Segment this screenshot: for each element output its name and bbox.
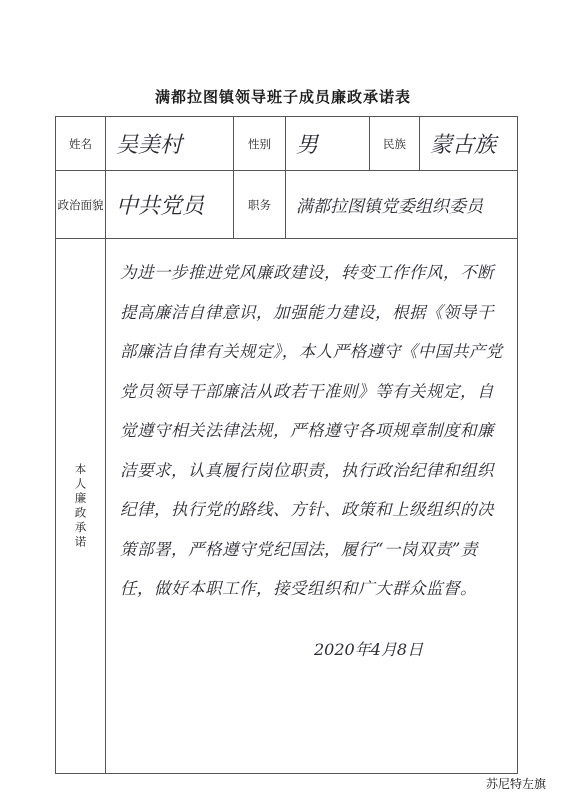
position-value: 满都拉图镇党委组织委员 (286, 171, 518, 239)
name-label: 姓名 (56, 117, 106, 171)
ethnicity-label: 民族 (370, 117, 420, 171)
form-title: 满都拉图镇领导班子成员廉政承诺表 (154, 88, 411, 106)
watermark-text: 苏尼特左旗 (485, 777, 546, 791)
pledge-date: 2020年4月8日 (314, 640, 424, 659)
gender-value: 男 (286, 117, 370, 171)
ethnicity-value: 蒙古族 (420, 117, 518, 171)
gender-label: 性别 (234, 117, 286, 171)
pledge-label: 本人廉政承诺 (73, 462, 88, 550)
position-label: 职务 (234, 171, 286, 239)
row-pledge (56, 239, 518, 774)
political-status-label: 政治面貌 (56, 171, 106, 239)
name-value: 吴美村 (106, 117, 234, 171)
political-status-value: 中共党员 (106, 171, 234, 239)
pledge-form-table (55, 116, 518, 774)
row-basic-info (56, 117, 518, 171)
row-political-info (56, 171, 518, 239)
pledge-content-cell (106, 239, 518, 774)
pledge-text: 为进一步推进党风廉政建设，转变工作作风，不断提高廉洁自律意识，加强能力建设，根据《领导干部廉洁自律有关规定》，本人严格遵守《中国共产党党员领导干部廉洁从政若干准则》等有关规定，自觉遵守相关法律法规，严格遵守各项规章制度和廉洁要求，认真履行岗位职责，执行政治纪律和组织纪律，执行党的路线、方针、政策和上级组织的决策部署，严格遵守党纪国法，履行“一岗双责”责任，做好本职工作，接受组织和广大群众监督。 (120, 263, 503, 598)
pledge-label-cell (56, 239, 106, 774)
